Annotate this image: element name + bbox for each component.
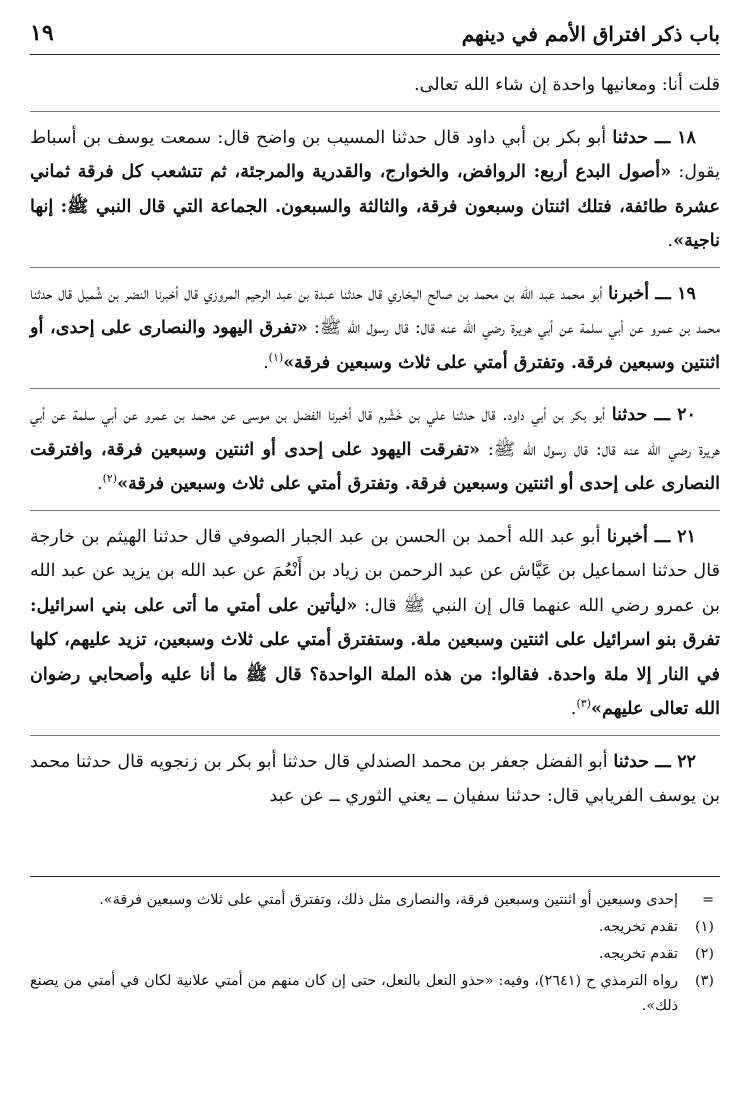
- transmission-keyword: حدثنا: [612, 126, 649, 148]
- paragraph-separator: [30, 735, 720, 736]
- transmission-keyword: أخبرنا: [606, 525, 648, 547]
- footnote-ref[interactable]: (٢): [102, 472, 118, 486]
- page-header: [30, 18, 720, 55]
- footnote-ref[interactable]: (١): [268, 350, 284, 364]
- paragraph-separator: [30, 388, 720, 389]
- hadith-19: ١٩ ـــ أخبرنا أبو محمد عبد الله بن محمد بن صالح البخاري قال حدثنا عبدة بن عبد الرحيم المروزي قال أخبرنا النضر بن شُميل قال حدثنا محمد بن عمرو عن أبي سلمة عن أبي هريرة رضي الله عنه قال: قال رسول الله ﷺ: «تفرق اليهود والنصارى على إحدى، أو اثنتين وسبعين فرقة. وتفترق أمتي على ثلاث وسبعين فرقة»$^{(١)}$.: [30, 282, 720, 373]
- hadith-number: ٢٠: [677, 404, 696, 425]
- end-punct: .: [667, 231, 674, 251]
- matn-text: «أصول البدع أربع: الروافض، والخوارج، والقدرية والمرجئة، ثم تتشعب كل فرقة ثماني عشرة طائفة، فتلك اثنتان وسبعون فرقة، والثالثة والسبعون. الجماعة التي قال النبي ﷺ: إنها ناجية»: [30, 161, 720, 251]
- footnote-3: [30, 969, 720, 1019]
- footnote-mark: (١): [695, 919, 714, 935]
- footnote-rule: [30, 876, 720, 877]
- footnote-text: إحدى وسبعين أو اثنتين وسبعين فرقة، والنصارى مثل ذلك، وتفترق أمتي على ثلاث وسبعين فرقة».: [99, 892, 678, 908]
- end-punct: .: [570, 699, 577, 719]
- end-punct: .: [96, 474, 103, 494]
- hadith-20: ٢٠ ـــ حدثنا أبو بكر بن أبي داود. قال حدثنا علي بن خَشْرم قال أخبرنا الفضل بن موسى عن محمد بن عمرو عن أبي سلمة عن أبي هريرة رضي الله عنه قال: قال رسول الله ﷺ: «تفرقت اليهود على إحدى أو اثنتين وسبعين فرقة، وافترقت النصارى على إحدى أو اثنتين وسبعين فرقة. وتفترق أمتي على ثلاث وسبعين فرقة»$^{(٢)}$.: [30, 404, 720, 494]
- paragraph-separator: [30, 111, 720, 112]
- paragraph-separator: [30, 510, 720, 511]
- hadith-18: ١٨ ـــ حدثنا أبو بكر بن أبي داود قال حدثنا المسيب بن واضح قال: سمعت يوسف بن أسباط يقول: «أصول البدع أربع: الروافض، والخوارج، والقدرية والمرجئة، ثم تتشعب كل فرقة ثماني عشرة طائفة، فتلك اثنتان وسبعون فرقة، والثالثة والسبعون. الجماعة التي قال النبي ﷺ: إنها ناجية».: [30, 126, 720, 251]
- matn-text: «ليأتين على أمتي ما أتى على بني اسرائيل: تفرق بنو اسرائيل على اثنتين وسبعين ملة. وستفترق أمتي على ثلاث وسبعين، تزيد عليهم، كلها في النار إلا ملة واحدة. فقالوا: من هذه الملة الواحدة؟ قال ﷺ ما أنا عليه وأصحابي رضوان الله تعالى عليهم»: [30, 594, 720, 719]
- footnote-mark: (٣): [695, 973, 714, 989]
- matn-text: «تفرق اليهود والنصارى على إحدى، أو اثنتين وسبعين فرقة. وتفترق أمتي على ثلاث وسبعين فرقة»: [30, 317, 720, 373]
- hadith-number: ١٨: [677, 126, 697, 148]
- isnad-text: أبو الفضل جعفر بن محمد الصندلي قال حدثنا أبو بكر بن زنجويه قال حدثنا محمد بن يوسف الفريابي قال: حدثنا سفيان ــ يعني الثوري ــ عن عبد: [30, 751, 720, 806]
- hadith-22: ٢٢ ـــ حدثنا أبو الفضل جعفر بن محمد الصندلي قال حدثنا أبو بكر بن زنجويه قال حدثنا محمد بن يوسف الفريابي قال: حدثنا سفيان ــ يعني الثوري ــ عن عبد: [30, 750, 720, 806]
- isnad-text: أبو محمد عبد الله بن محمد بن صالح البخاري قال حدثنا عبدة بن عبد الرحيم المروزي قال أخبرنا النضر بن شُميل قال حدثنا محمد بن عمرو عن أبي سلمة عن أبي هريرة رضي الله عنه قال: قال رسول الله ﷺ:: [30, 283, 720, 338]
- footnote-continuation: [30, 888, 720, 913]
- intro-text: قلت أنا: ومعانيها واحدة إن شاء الله تعالى.: [414, 75, 720, 95]
- hadith-number: ١٩: [677, 282, 696, 304]
- footnote-text: تقدم تخريجه.: [598, 946, 678, 962]
- book-page: [30, 0, 720, 1111]
- matn-text: «تفرقت اليهود على إحدى أو اثنتين وسبعين فرقة، وافترقت النصارى على إحدى أو اثنتين وسبعين فرقة. وتفترق أمتي على ثلاث وسبعين فرقة»: [30, 438, 720, 494]
- isnad-text: أبو عبد الله أحمد بن الحسن بن عبد الجبار الصوفي قال حدثنا الهيثم بن خارجة قال حدثنا اسماعيل بن عَيَّاش عن عبد الرحمن بن زياد بن أَنْعُمَ عن عبد الله بن يزيد عن عبد الله بن عمرو رضي الله عنهما قال إن النبي ﷺ قال:: [30, 526, 720, 616]
- isnad-text: أبو بكر بن أبي داود قال حدثنا المسيب بن واضح قال: سمعت يوسف بن أسباط يقول:: [30, 127, 720, 182]
- intro-paragraph: [30, 68, 720, 103]
- footnotes: [30, 888, 720, 1021]
- main-text: [30, 68, 720, 814]
- transmission-keyword: أخبرنا: [608, 282, 650, 304]
- footnote-ref[interactable]: (٣): [576, 697, 592, 711]
- running-head: باب ذكر افتراق الأمم في دينهم: [461, 22, 720, 46]
- footnote-mark: (٢): [695, 946, 714, 962]
- hadith-21: ٢١ ـــ أخبرنا أبو عبد الله أحمد بن الحسن بن عبد الجبار الصوفي قال حدثنا الهيثم بن خارجة قال حدثنا اسماعيل بن عَيَّاش عن عبد الرحمن بن زياد بن أَنْعُمَ عن عبد الله بن يزيد عن عبد الله بن عمرو رضي الله عنهما قال إن النبي ﷺ قال: «ليأتين على أمتي ما أتى على بني اسرائيل: تفرق بنو اسرائيل على اثنتين وسبعين ملة. وستفترق أمتي على ثلاث وسبعين، تزيد عليهم، كلها في النار إلا ملة واحدة. فقالوا: من هذه الملة الواحدة؟ قال ﷺ ما أنا عليه وأصحابي رضوان الله تعالى عليهم»$^{(٣)}$.: [30, 525, 720, 719]
- end-punct: .: [263, 352, 269, 373]
- paragraph-separator: [30, 267, 720, 268]
- hadith-number: ٢٢: [677, 750, 696, 772]
- footnote-text: رواه الترمذي ح (٢٦٤١)، وفيه: «حذو النعل بالنعل، حتى إن كان منهم من أمتي علانية لكان في أمتي من يصنع ذلك».: [30, 973, 678, 1014]
- hadith-number: ٢١: [677, 525, 697, 547]
- transmission-keyword: حدثنا: [611, 404, 648, 425]
- footnote-mark: =: [701, 892, 714, 908]
- footnote-text: تقدم تخريجه.: [598, 919, 678, 935]
- footnote-2: [30, 942, 720, 967]
- footnote-1: [30, 915, 720, 940]
- isnad-text: أبو بكر بن أبي داود. قال حدثنا علي بن خَشْرم قال أخبرنا الفضل بن موسى عن محمد بن عمرو عن أبي سلمة عن أبي هريرة رضي الله عنه قال: قال رسول الله ﷺ:: [30, 405, 720, 460]
- page-number: ١٩: [30, 20, 54, 46]
- transmission-keyword: حدثنا: [613, 750, 650, 772]
